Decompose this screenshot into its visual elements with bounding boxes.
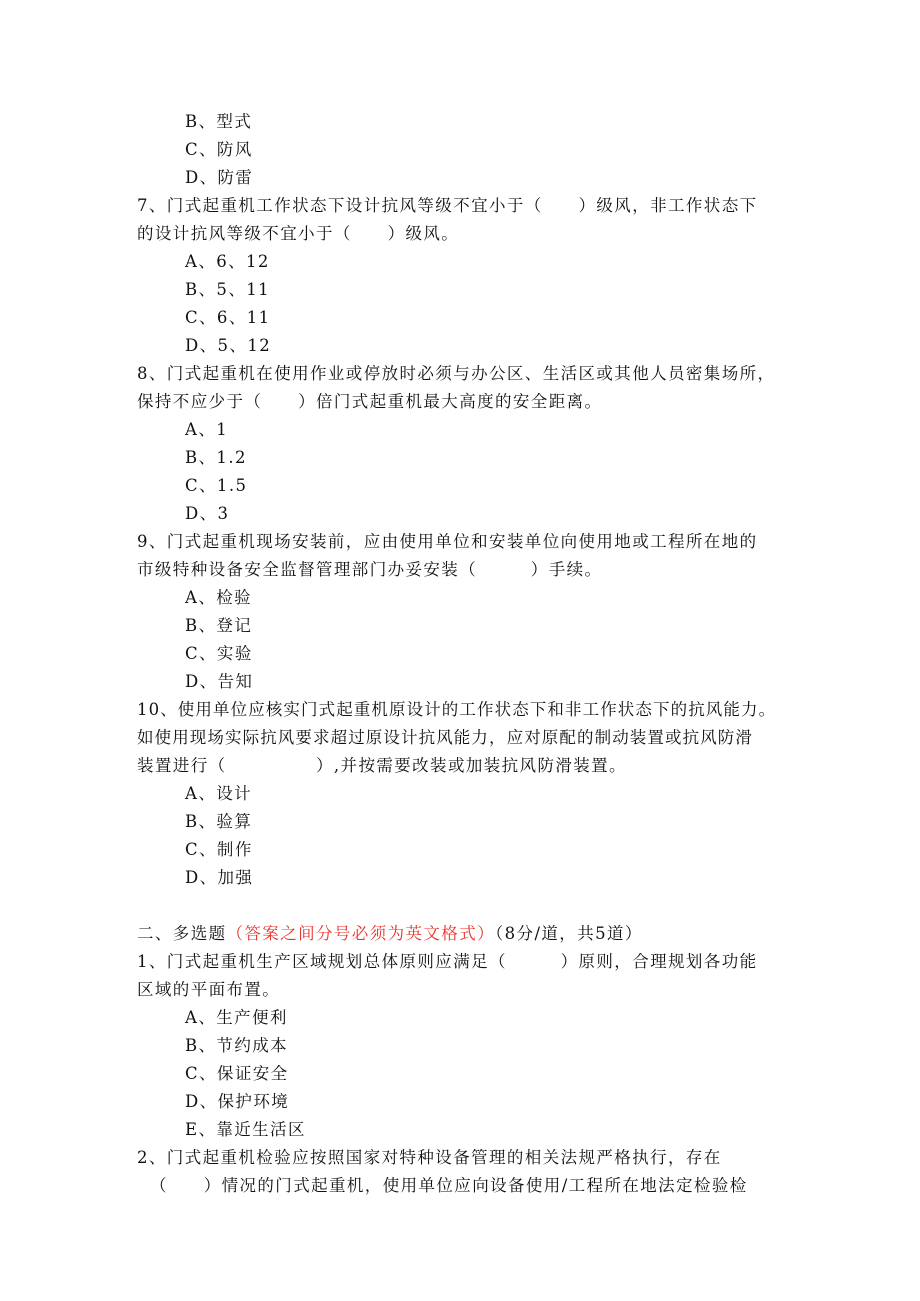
q8-option-b: B、1.2 — [185, 448, 247, 467]
q9-text-line2: 市级特种设备安全监督管理部门办妥安装（ ）手续。 — [137, 560, 603, 579]
q7-option-d: D、5、12 — [185, 336, 272, 355]
q7-option-b: B、5、11 — [185, 280, 271, 299]
mq1-option-e: E、靠近生活区 — [185, 1120, 306, 1139]
q7-option-a: A、6、12 — [185, 252, 270, 271]
q10-option-a: A、设计 — [185, 784, 253, 803]
mq2-text-line1: 2、门式起重机检验应按照国家对特种设备管理的相关法规严格执行，存在 — [137, 1148, 722, 1167]
mq1-text-line2: 区域的平面布置。 — [137, 980, 281, 999]
mq1-option-c: C、保证安全 — [185, 1064, 289, 1083]
q10-option-c: C、制作 — [185, 840, 253, 859]
q10-text-line2: 如使用现场实际抗风要求超过原设计抗风能力，应对原配的制动装置或抗风防滑 — [137, 728, 753, 747]
section2-note: （答案之间分号必须为英文格式） — [226, 924, 495, 943]
q7-text-line1: 7、门式起重机工作状态下设计抗风等级不宜小于（ ）级风，非工作状态下 — [137, 196, 758, 215]
q8-option-a: A、1 — [185, 420, 229, 439]
mq1-option-b: B、节约成本 — [185, 1036, 289, 1055]
q9-option-a: A、检验 — [185, 588, 253, 607]
section2-heading — [137, 924, 643, 944]
q10-option-d: D、加强 — [185, 868, 254, 887]
q9-option-d: D、告知 — [185, 672, 254, 691]
q6-option-d: D、防雷 — [185, 168, 254, 187]
mq2-text-line2: （ ）情况的门式起重机，使用单位应向设备使用/工程所在地法定检验检 — [150, 1176, 748, 1195]
q10-option-b: B、验算 — [185, 812, 253, 831]
mq1-option-d: D、保护环境 — [185, 1092, 290, 1111]
q9-option-c: C、实验 — [185, 644, 253, 663]
q9-option-b: B、登记 — [185, 616, 253, 635]
q8-text-line2: 保持不应少于（ ）倍门式起重机最大高度的安全距离。 — [137, 392, 603, 411]
section2-suffix: （8分/道，共5道） — [495, 924, 643, 943]
q9-text-line1: 9、门式起重机现场安装前，应由使用单位和安装单位向使用地或工程所在地的 — [137, 532, 758, 551]
q7-option-c: C、6、11 — [185, 308, 271, 327]
section2-prefix: 二、多选题 — [137, 924, 227, 943]
q10-text-line3: 装置进行（ ）,并按需要改装或加装抗风防滑装置。 — [137, 756, 627, 775]
mq1-text-line1: 1、门式起重机生产区域规划总体原则应满足（ ）原则，合理规划各功能 — [137, 952, 758, 971]
q8-text-line1: 8、门式起重机在使用作业或停放时必须与办公区、生活区或其他人员密集场所， — [137, 364, 776, 383]
q10-text-line1: 10、使用单位应核实门式起重机原设计的工作状态下和非工作状态下的抗风能力。 — [137, 700, 777, 719]
q7-text-line2: 的设计抗风等级不宜小于（ ）级风。 — [137, 224, 460, 243]
mq1-option-a: A、生产便利 — [185, 1008, 288, 1027]
q6-option-b: B、型式 — [185, 112, 253, 131]
q6-option-c: C、防风 — [185, 140, 253, 159]
q8-option-c: C、1.5 — [185, 476, 248, 495]
q8-option-d: D、3 — [185, 504, 230, 523]
